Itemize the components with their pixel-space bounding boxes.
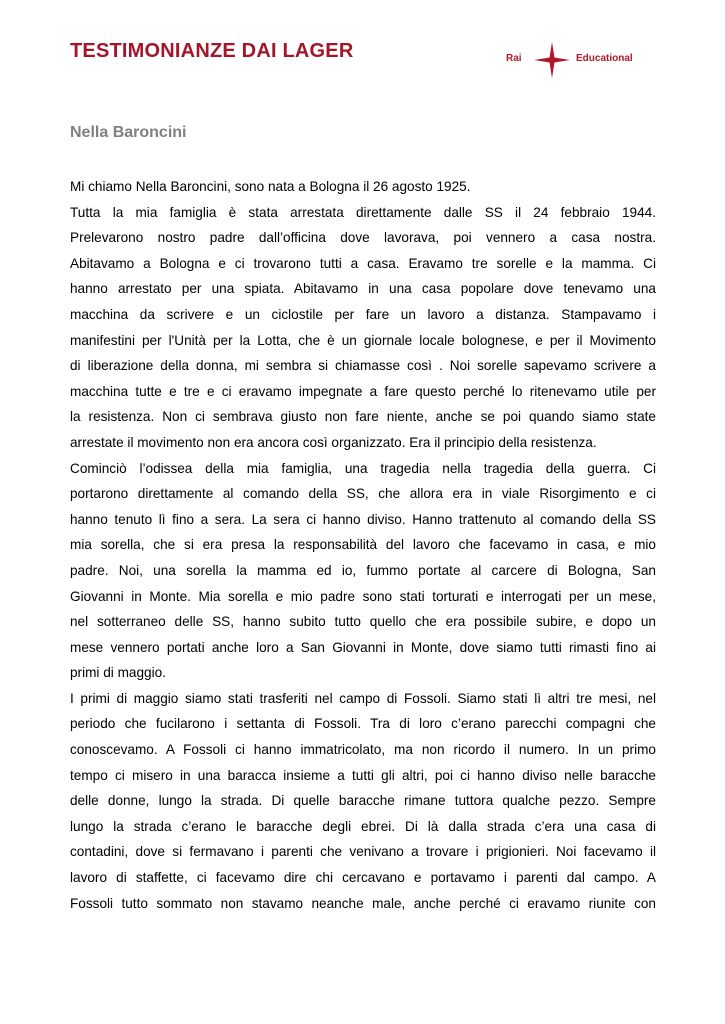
text-line: macchina tutte e tre e ci eravamo impegnate a fare questo perché lo ritenevamo utile per [70,383,656,399]
rai-star-mark-icon [532,40,572,80]
testimony-body [70,178,656,920]
text-line: delle donne, lungo la strada. Di quelle baracche rimane tuttora qualche pezzo. Sempre [70,793,656,809]
text-line: arrestate il movimento non era ancora così organizzato. Era il principio della resistenza. [70,434,597,450]
logo-rai-text: Rai [506,53,522,64]
text-line: Cominciò l’odissea della mia famiglia, una tragedia nella tragedia della guerra. Ci [70,460,656,476]
text-line: periodo che fucilarono i settanta di Fossoli. Tra di loro c’erano parecchi compagni che [70,716,656,732]
text-line: Fossoli tutto sommato non stavamo neanche male, anche perché ci eravamo riunite con [70,895,656,911]
text-line: portarono direttamente al comando della SS, che allora era in viale Risorgimento e ci [70,486,656,502]
text-line: Mi chiamo Nella Baroncini, sono nata a Bologna il 26 agosto 1925. [70,179,471,194]
text-line: manifestini per l'Unità per la Lotta, che è un giornale locale bolognese, e per il Movimento [70,332,656,348]
text-line: tempo ci misero in una baracca insieme a tutti gli altri, poi ci hanno diviso nelle baracche [70,767,656,783]
text-line: hanno tenuto lì fino a sera. La sera ci hanno diviso. Hanno trattenuto al comando della SS [70,511,656,527]
text-line: la resistenza. Non ci sembrava giusto non fare niente, anche se poi quando siamo state [70,409,656,425]
text-line: di liberazione della donna, mi sembra si chiamasse così . Noi sorelle sapevamo scrivere a [70,358,656,374]
document-title: Nella Baroncini [70,124,187,141]
text-line: lungo la strada c’erano le baracche degli ebrei. Di là dalla strada c’era una casa di [70,818,656,834]
text-line: nel sotterraneo delle SS, hanno subito tutto quello che era possibile subire, e dopo un [70,614,656,630]
text-line: primi di maggio. [70,665,166,681]
text-line: Giovanni in Monte. Mia sorella e mio padre sono stati torturati e interrogati per un mese, [70,588,656,604]
text-line: Tutta la mia famiglia è stata arrestata direttamente dalle SS il 24 febbraio 1944. [70,204,656,220]
text-line: mese vennero portati anche loro a San Giovanni in Monte, dove siamo tutti rimasti fino ai [70,639,656,655]
text-line: I primi di maggio siamo stati trasferiti nel campo di Fossoli. Siamo stati lì altri tre mesi, nel [70,690,656,706]
text-line: lavoro di staffette, ci facevamo dire chi cercavano e portavamo i parenti dal campo. A [70,870,656,886]
text-line: padre. Noi, una sorella la mamma ed io, fummo portate al carcere di Bologna, San [70,562,656,578]
text-line: Prelevarono nostro padre dall’officina dove lavorava, poi vennero a casa nostra. [70,230,656,246]
text-line: hanno arrestato per una spiata. Abitavamo in una casa popolare dove tenevamo una [70,281,656,297]
text-line: macchina da scrivere e un ciclostile per fare un lavoro a distanza. Stampavamo i [70,306,656,322]
rai-educational-logo [506,40,656,80]
text-line: contadini, dove si fermavano i parenti che venivano a trovare i prigionieri. Noi facevamo il [70,844,656,860]
text-line: conoscevamo. A Fossoli ci hanno immatricolato, ma non ricordo il numero. In un primo [70,742,656,758]
header-title: TESTIMONIANZE DAI LAGER [70,40,354,62]
logo-educational-text: Educational [576,53,633,64]
text-line: Abitavamo a Bologna e ci trovarono tutti a casa. Eravamo tre sorelle e la mamma. Ci [70,255,656,271]
text-line: mia sorella, che si era presa la responsabilità del lavoro che facevamo in casa, e mio [70,537,656,553]
